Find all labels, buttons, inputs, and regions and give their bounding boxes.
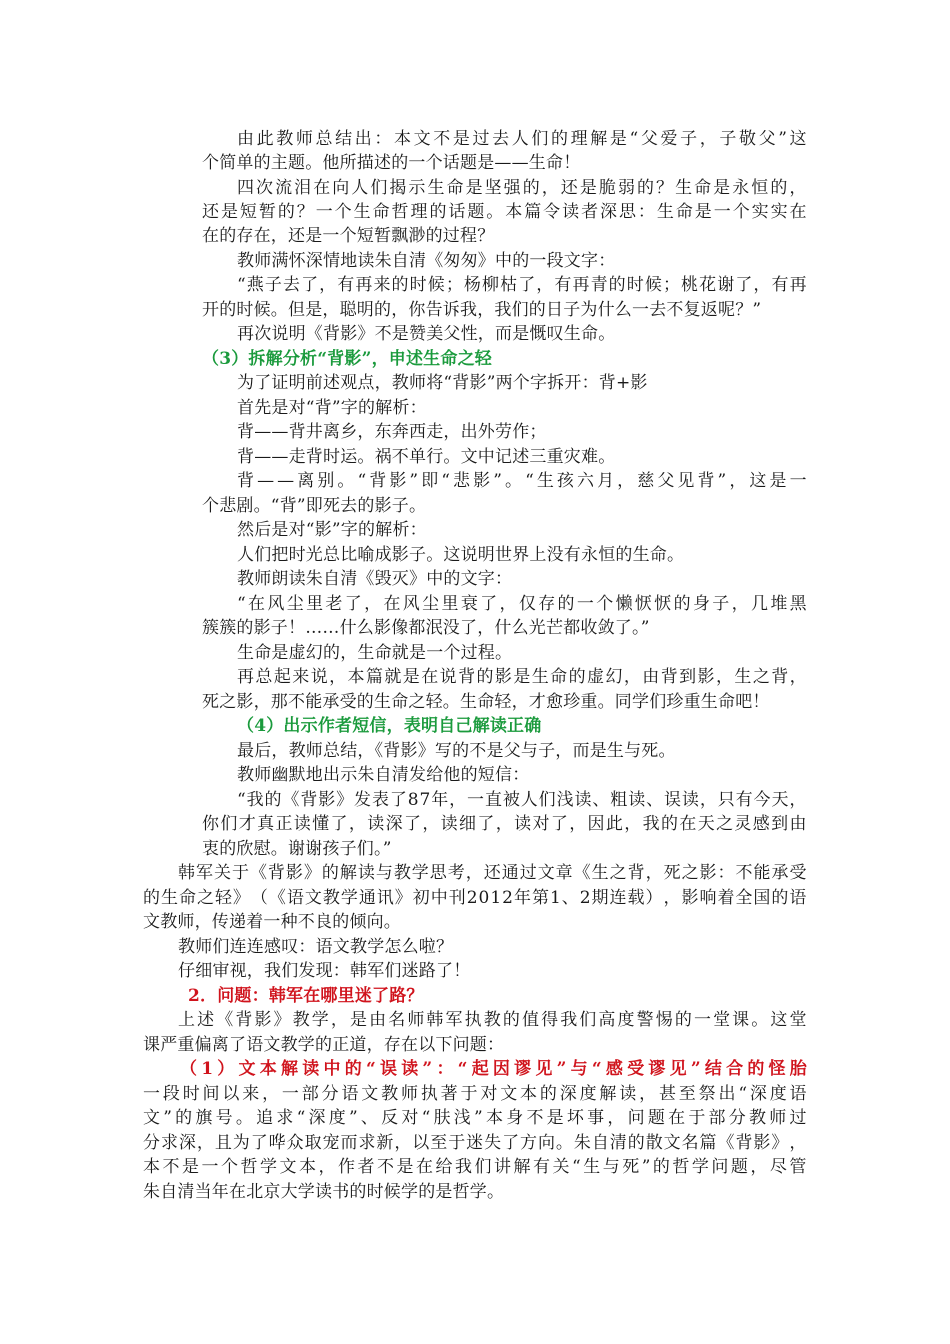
subsection-heading-1: （ 1 ） 文 本 解 读 中 的 “ 误 读 ” ： “ 起 因 谬 见 ” 与 “ 感 受 谬 见 ” 结 合 的 怪 胎	[180, 1059, 807, 1079]
text-line: 仔细审视，我们发现：韩军们迷路了！	[178, 961, 471, 981]
text-line: 本 不 是 一 个 哲 学 文 本 ， 作 者 不 是 在 给 我 们 讲 解 有 关 “ 生 与 死 ” 的 哲 学 问 题 ， 尽 管	[143, 1157, 807, 1177]
text-line: 由 此 教 师 总 结 出 ： 本 文 不 是 过 去 人 们 的 理 解 是 “ 父 爱 子 ， 子 敬 父 ” 这	[237, 129, 807, 149]
text-line: 再 总 起 来 说 ， 本 篇 就 是 在 说 背 的 影 是 生 命 的 虚 幻 ， 由 背 到 影 ， 生 之 背 ，	[237, 667, 807, 687]
text-line: 生命是虚幻的，生命就是一个过程。	[237, 643, 513, 663]
text-line: 簇簇的影子！……什么影像都泯没了，什么光芒都收敛了。”	[202, 618, 650, 638]
section-heading-4: （4）出示作者短信，表明自己解读正确	[237, 716, 542, 736]
text-line: “ 在 风 尘 里 老 了 ， 在 风 尘 里 衰 了 ， 仅 存 的 一 个 懒 恹 恹 的 身 子 ， 几 堆 黑	[237, 594, 807, 614]
section-heading-3: （3）拆解分析“背影”，申述生命之轻	[202, 349, 492, 369]
text-line: 为了证明前述观点，教师将“背影”两个字拆开：背+影	[237, 373, 648, 393]
text-line: 最后，教师总结，《背影》写的不是父与子，而是生与死。	[237, 741, 676, 761]
text-line: 四 次 流 泪 在 向 人 们 揭 示 生 命 是 坚 强 的 ， 还 是 脆 弱 的 ？ 生 命 是 永 恒 的 ，	[237, 178, 807, 198]
text-line: 个简单的主题。他所描述的一个话题是——生命！	[202, 153, 581, 173]
text-line: 教师满怀深情地读朱自清《匆匆》中的一段文字：	[237, 251, 616, 271]
text-line: 韩 军 关 于 《 背 影 》 的 解 读 与 教 学 思 考 ， 还 通 过 文 章 《 生 之 背 ， 死 之 影 ： 不 能 承 受	[178, 863, 807, 883]
text-line: “ 燕 子 去 了 ， 有 再 来 的 时 候 ； 杨 柳 枯 了 ， 有 再 青 的 时 候 ； 桃 花 谢 了 ， 有 再	[237, 275, 807, 295]
text-line: 背——背井离乡，东奔西走，出外劳作；	[237, 422, 547, 442]
text-line: 衷的欣慰。谢谢孩子们。”	[202, 839, 392, 859]
text-line: 你 们 才 真 正 读 懂 了 ， 读 深 了 ， 读 细 了 ， 读 对 了 ， 因 此 ， 我 的 在 天 之 灵 感 到 由	[202, 814, 807, 834]
text-line: 首先是对“背”字的解析：	[237, 398, 427, 418]
text-line: 文 ” 的 旗 号 。 追 求 “ 深 度 ” 、 反 对 “ 肤 浅 ” 本 身 不 是 坏 事 ， 问 题 在 于 部 分 教 师 过	[143, 1108, 807, 1128]
text-line: 个悲剧。“背”即死去的影子。	[202, 496, 427, 516]
text-line: 人们把时光总比喻成影子。这说明世界上没有永恒的生命。	[237, 545, 685, 565]
text-line: 教师幽默地出示朱自清发给他的短信：	[237, 765, 530, 785]
text-line: 教师们连连感叹：语文教学怎么啦？	[178, 937, 454, 957]
text-line: 再次说明《背影》不是赞美父性，而是慨叹生命。	[237, 324, 616, 344]
section-heading-2: 2．问题：韩军在哪里迷了路？	[188, 986, 424, 1006]
text-line: 背——走背时运。祸不单行。文中记述三重灾难。	[237, 447, 616, 467]
text-line: 还 是 短 暂 的 ？ 一 个 生 命 哲 理 的 话 题 。 本 篇 令 读 者 深 思 ： 生 命 是 一 个 实 实 在	[202, 202, 807, 222]
text-line: 上 述 《 背 影 》 教 学 ， 是 由 名 师 韩 军 执 教 的 值 得 我 们 高 度 警 惕 的 一 堂 课 。 这 堂	[178, 1010, 807, 1030]
text-line: 然后是对“影”字的解析：	[237, 520, 427, 540]
text-line: 在的存在，还是一个短暂飘渺的过程？	[202, 226, 495, 246]
text-line: 死之影，那不能承受的生命之轻。生命轻，才愈珍重。同学们珍重生命吧！	[202, 692, 770, 712]
text-line: 开的时候。但是，聪明的，你告诉我，我们的日子为什么一去不复返呢？”	[202, 300, 762, 320]
text-line: 文教师，传递着一种不良的倾向。	[143, 912, 401, 932]
text-line: 课严重偏离了语文教学的正道，存在以下问题：	[143, 1035, 505, 1055]
text-line: 分 求 深 ， 且 为 了 哗 众 取 宠 而 求 新 ， 以 至 于 迷 失 了 方 向 。 朱 自 清 的 散 文 名 篇 《 背 影 》 ，	[143, 1133, 807, 1153]
text-line: 一 段 时 间 以 来 ， 一 部 分 语 文 教 师 执 著 于 对 文 本 的 深 度 解 读 ， 甚 至 祭 出 “ 深 度 语	[143, 1084, 807, 1104]
text-line: 的 生 命 之 轻 》 （ 《 语 文 教 学 通 讯 》 初 中 刊 2 0 1 2 年 第 1 、 2 期 连 载 ） ， 影 响 着 全 国 的 语	[143, 888, 807, 908]
text-line: “ 我 的 《 背 影 》 发 表 了 8 7 年 ， 一 直 被 人 们 浅 读 、 粗 读 、 误 读 ， 只 有 今 天 ，	[237, 790, 807, 810]
text-line: 朱自清当年在北京大学读书的时候学的是哲学。	[143, 1182, 505, 1202]
text-line: 背 — — 离 别 。 “ 背 影 ” 即 “ 悲 影 ” 。 “ 生 孩 六 月 ， 慈 父 见 背 ” ， 这 是 一	[237, 471, 807, 491]
text-line: 教师朗读朱自清《毁灭》中的文字：	[237, 569, 513, 589]
